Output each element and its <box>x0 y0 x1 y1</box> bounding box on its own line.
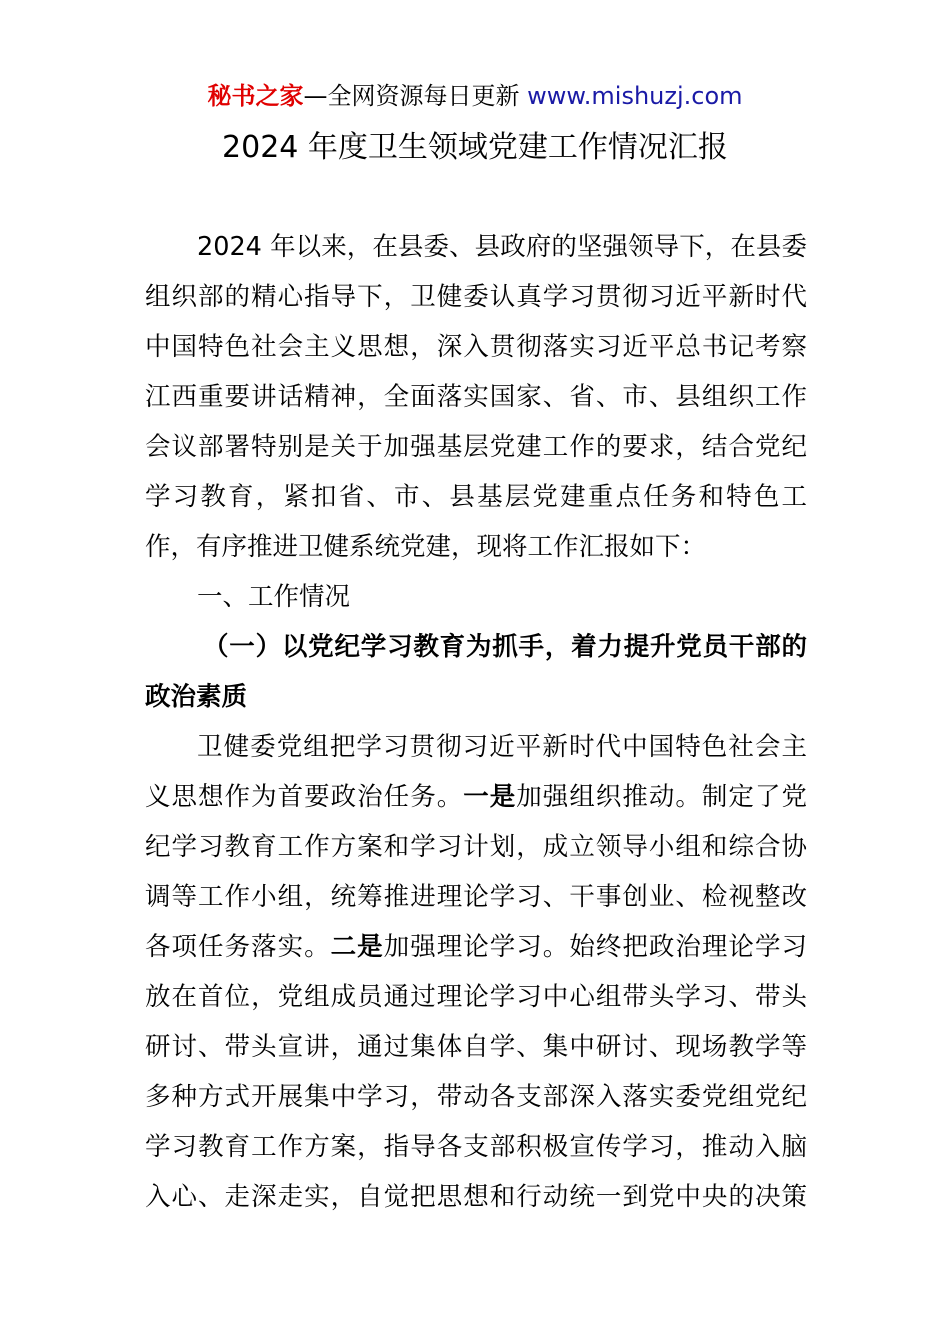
paragraph-line: 调等工作小组，统筹推进理论学习、干事创业、检视整改 <box>145 882 807 912</box>
text-span: 加强理论学习。始终把政治理论学习 <box>383 932 807 962</box>
subheading-line: 政治素质 <box>145 682 248 712</box>
intro-line: 学习教育，紧扣省、市、县基层党建重点任务和特色工 <box>145 482 807 512</box>
paragraph-line <box>145 772 807 822</box>
text-span: 各项任务落实。 <box>145 932 331 962</box>
intro-line: 会议部署特别是关于加强基层党建工作的要求，结合党纪 <box>145 432 807 462</box>
site-url-link[interactable]: www.mishuzj.com <box>527 82 743 110</box>
intro-line: 组织部的精心指导下，卫健委认真学习贯彻习近平新时代 <box>145 282 807 312</box>
intro-line: 中国特色社会主义思想，深入贯彻落实习近平总书记考察 <box>145 332 807 362</box>
intro-line: 2024 年以来，在县委、县政府的坚强领导下，在县委 <box>197 232 807 262</box>
text-span: 加强组织推动。制定了党 <box>516 782 807 812</box>
document-title: 2024 年度卫生领域党建工作情况汇报 <box>222 130 728 165</box>
paragraph-line: 纪学习教育工作方案和学习计划，成立领导小组和综合协 <box>145 832 807 862</box>
banner-tagline: —全网资源每日更新 <box>303 82 528 110</box>
intro-line: 作，有序推进卫健系统党建，现将工作汇报如下： <box>145 532 707 562</box>
subheading-line: （一）以党纪学习教育为抓手，着力提升党员干部的 <box>203 632 807 662</box>
section-heading: 一、工作情况 <box>197 582 351 612</box>
paragraph-line <box>145 922 807 972</box>
paragraph-line: 多种方式开展集中学习，带动各支部深入落实委党组党纪 <box>145 1082 807 1112</box>
text-span: 义思想作为首要政治任务。 <box>145 782 464 812</box>
paragraph-line: 入心、走深走实，自觉把思想和行动统一到党中央的决策 <box>145 1182 807 1212</box>
document-body <box>145 222 807 1222</box>
paragraph-line: 研讨、带头宣讲，通过集体自学、集中研讨、现场教学等 <box>145 1032 807 1062</box>
paragraph-line: 学习教育工作方案，指导各支部积极宣传学习，推动入脑 <box>145 1132 807 1162</box>
paragraph-line: 卫健委党组把学习贯彻习近平新时代中国特色社会主 <box>197 732 807 762</box>
site-banner <box>0 80 950 112</box>
emphasis-span: 一是 <box>463 782 517 812</box>
intro-line: 江西重要讲话精神，全面落实国家、省、市、县组织工作 <box>145 382 807 412</box>
emphasis-span: 二是 <box>330 932 384 962</box>
paragraph-line: 放在首位，党组成员通过理论学习中心组带头学习、带头 <box>145 982 807 1012</box>
brand-name: 秘书之家 <box>207 82 304 110</box>
